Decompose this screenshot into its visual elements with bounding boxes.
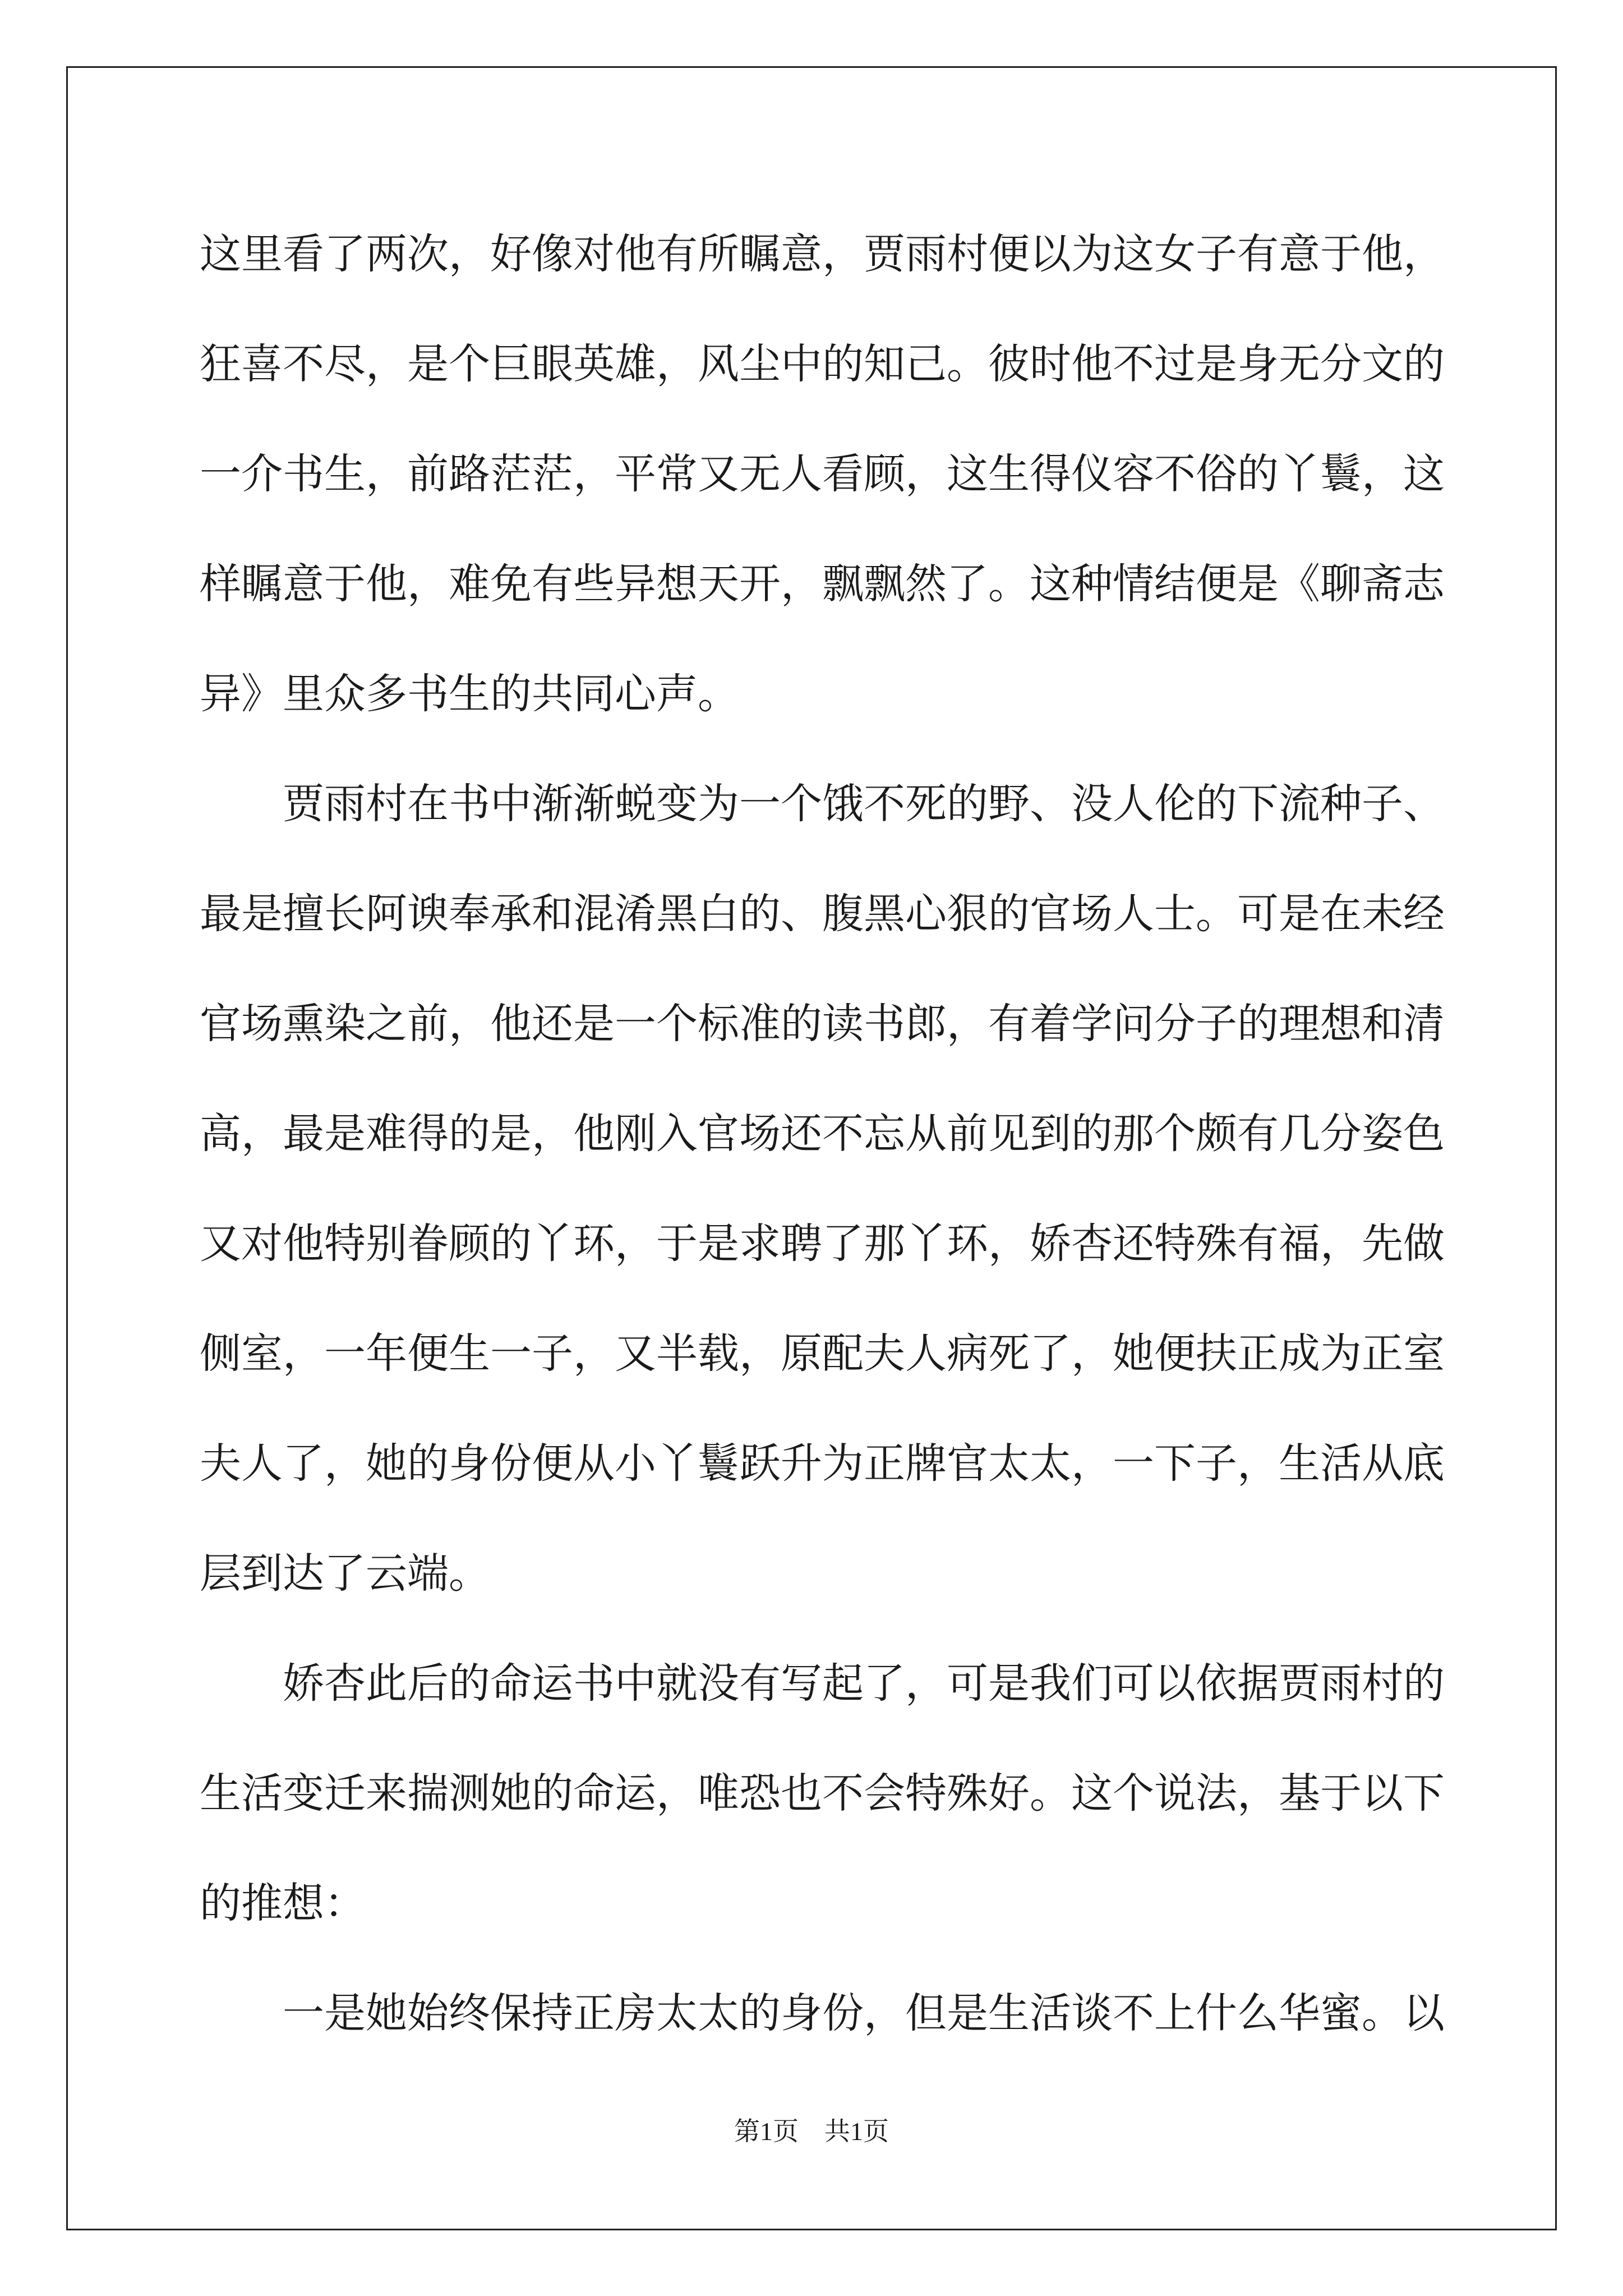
- text-line: 层到达了云端。: [200, 1549, 490, 1598]
- paragraph-first-line: 贾雨村在书中渐渐蜕变为一个饿不死的野、没人伦的下流种子、: [283, 780, 1445, 828]
- document-body: [200, 199, 1445, 2068]
- text-line: 狂喜不尽，是个巨眼英雄，风尘中的知己。彼时他不过是身无分文的: [200, 340, 1445, 388]
- text-line: 异》里众多书生的共同心声。: [200, 670, 739, 718]
- text-line: 夫人了，她的身份便从小丫鬟跃升为正牌官太太，一下子，生活从底: [200, 1439, 1445, 1488]
- paragraph-first-line: 娇杏此后的命运书中就没有写起了，可是我们可以依据贾雨村的: [283, 1659, 1445, 1708]
- page-footer: [0, 2115, 1623, 2148]
- text-line: 官场熏染之前，他还是一个标准的读书郎，有着学问分子的理想和清: [200, 1000, 1445, 1048]
- text-line: 高，最是难得的是，他刚入官场还不忘从前见到的那个颇有几分姿色: [200, 1110, 1445, 1158]
- text-line: 一介书生，前路茫茫，平常又无人看顾，这生得仪容不俗的丫鬟，这: [200, 450, 1445, 498]
- text-line: 生活变迁来揣测她的命运，唯恐也不会特殊好。这个说法，基于以下: [200, 1769, 1445, 1818]
- text-line: 最是擅长阿谀奉承和混淆黑白的、腹黑心狠的官场人士。可是在未经: [200, 890, 1445, 938]
- text-line: 这里看了两次，好像对他有所瞩意，贾雨村便以为这女子有意于他，: [200, 230, 1445, 278]
- text-line: 侧室，一年便生一子，又半载，原配夫人病死了，她便扶正成为正室: [200, 1329, 1445, 1378]
- page-number: 第1页 共1页: [734, 2117, 889, 2146]
- text-line: 又对他特别眷顾的丫环，于是求聘了那丫环，娇杏还特殊有福，先做: [200, 1220, 1445, 1268]
- text-line: 的推想：: [200, 1879, 366, 1927]
- text-line: 样瞩意于他，难免有些异想天开，飘飘然了。这种情结便是《聊斋志: [200, 560, 1445, 608]
- paragraph-first-line: 一是她始终保持正房太太的身份，但是生活谈不上什么华蜜。以: [283, 1989, 1445, 2037]
